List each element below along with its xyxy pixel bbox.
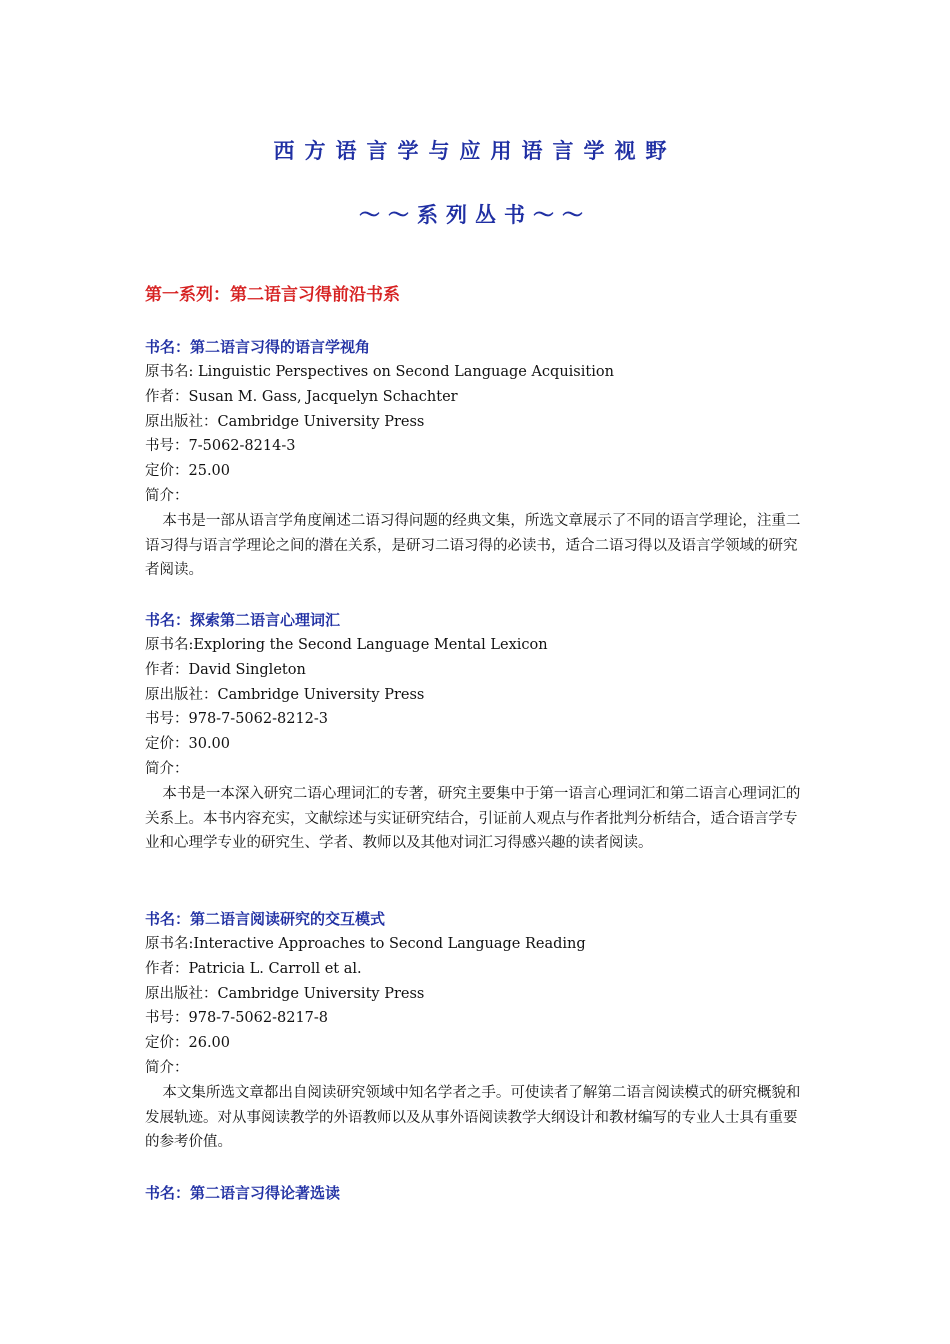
- book-entry: [145, 1181, 810, 1206]
- book-isbn: 书号：978-7-5062-8212-3: [145, 711, 329, 728]
- document-title: 西方语言学与应用语言学视野: [273, 138, 677, 163]
- book-isbn: 书号：978-7-5062-8217-8: [145, 1010, 329, 1027]
- book-price: 定价：25.00: [145, 463, 231, 480]
- book-original-title: 原书名: Linguistic Perspectives on Second Language Acquisition: [145, 364, 614, 380]
- book-isbn: 书号：7-5062-8214-3: [145, 438, 296, 455]
- book-publisher: 原出版社：Cambridge University Press: [145, 985, 425, 1002]
- series-heading: 第一系列：第二语言习得前沿书系: [145, 285, 400, 305]
- book-intro: 本文集所选文章都出自阅读研究领域中知名学者之手。可使读者了解第二语言阅读模式的研究概貌和发展轨迹。对从事阅读教学的外语教师以及从事外语阅读教学大纲设计和教材编写的专业人士具有重要的参考价值。: [145, 1084, 801, 1151]
- book-price: 定价：30.00: [145, 736, 231, 753]
- book-title: 书名：第二语言习得的语言学视角: [145, 338, 371, 356]
- book-intro: 本书是一部从语言学角度阐述二语习得问题的经典文集，所选文章展示了不同的语言学理论，注重二语习得与语言学理论之间的潜在关系，是研习二语习得的必读书，适合二语习得以及语言学领域的研究者阅读。: [145, 512, 801, 579]
- book-publisher: 原出版社：Cambridge University Press: [145, 686, 425, 703]
- book-price: 定价：26.00: [145, 1035, 231, 1052]
- book-author: 作者：David Singleton: [145, 661, 306, 678]
- book-entry: [145, 335, 810, 583]
- book-publisher: 原出版社：Cambridge University Press: [145, 413, 425, 430]
- book-intro-label: 简介：: [145, 1059, 189, 1076]
- book-author: 作者：Susan M. Gass, Jacquelyn Schachter: [145, 388, 458, 405]
- book-title: 书名：第二语言阅读研究的交互模式: [145, 910, 386, 928]
- book-intro-label: 简介：: [145, 760, 189, 777]
- book-title: 书名：第二语言习得论著选读: [145, 1184, 341, 1202]
- book-original-title: 原书名:Exploring the Second Language Mental Lexicon: [145, 637, 548, 653]
- book-entry: [145, 608, 810, 856]
- book-intro-label: 简介：: [145, 487, 189, 504]
- document-subtitle: ～～系列丛书～～: [359, 202, 591, 227]
- book-original-title: 原书名:Interactive Approaches to Second Language Reading: [145, 936, 586, 952]
- book-title: 书名：探索第二语言心理词汇: [145, 611, 341, 629]
- book-intro: 本书是一本深入研究二语心理词汇的专著，研究主要集中于第一语言心理词汇和第二语言心理词汇的关系上。本书内容充实，文献综述与实证研究结合，引证前人观点与作者批判分析结合，适合语言学专业和心理学专业的研究生、学者、教师以及其他对词汇习得感兴趣的读者阅读。: [145, 785, 801, 852]
- book-author: 作者：Patricia L. Carroll et al.: [145, 960, 362, 977]
- book-entry: [145, 907, 810, 1155]
